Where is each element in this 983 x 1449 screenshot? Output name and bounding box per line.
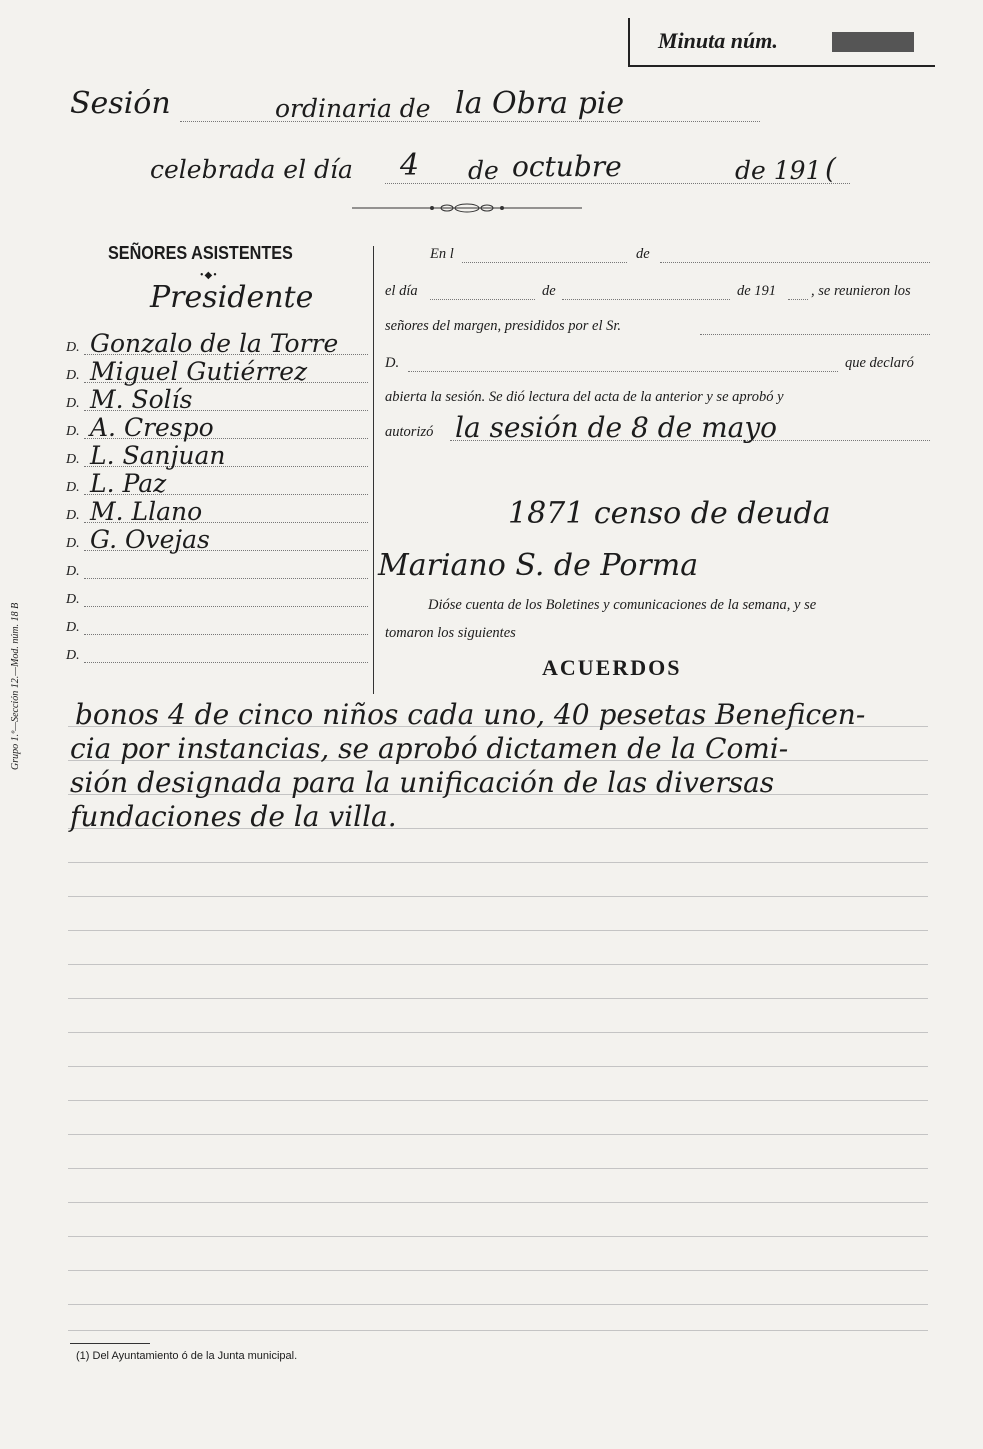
- minuta-number-redacted: [832, 32, 914, 52]
- reunieron-label: , se reunieron los: [811, 283, 911, 299]
- abierta-line: abierta la sesión. Se dió lectura del acta de la anterior y se aprobó y: [385, 389, 784, 405]
- presididos-line: señores del margen, presididos por el Sr.: [385, 318, 622, 334]
- ruled-line: [68, 1330, 928, 1331]
- ordinaria-handwritten: la Obra pie: [455, 86, 625, 121]
- attendee-name: A. Crespo: [90, 413, 214, 442]
- autorizo-label: autorizó: [385, 424, 434, 440]
- d-label: D.: [66, 564, 80, 579]
- diose-cuenta-line: Dióse cuenta de los Boletines y comunicaciones de la semana, y se: [428, 597, 817, 613]
- autorizo-handwritten: la sesión de 8 de mayo: [455, 411, 778, 444]
- row-dotline: [84, 662, 368, 663]
- ruled-line: [68, 862, 928, 863]
- ruled-line: [68, 964, 928, 965]
- el-dia-de-dotline: [562, 299, 730, 300]
- d-label: D.: [66, 592, 80, 607]
- ruled-line: [68, 1134, 928, 1135]
- month-handwritten: octubre: [512, 150, 622, 183]
- ordinaria-label: ordinaria de: [275, 94, 431, 123]
- d-label: D.: [66, 424, 80, 439]
- en-dotline: [462, 262, 627, 263]
- minuta-label: Minuta núm.: [658, 28, 778, 53]
- attendee-row: [66, 610, 368, 638]
- attendee-row: [66, 358, 368, 386]
- attendee-row: [66, 470, 368, 498]
- d-label: D.: [66, 452, 80, 467]
- year-label: de 191: [735, 156, 822, 185]
- d-label: D.: [66, 536, 80, 551]
- ornament-divider: [352, 202, 582, 214]
- d-label: D.: [66, 396, 80, 411]
- d-label: D.: [66, 620, 80, 635]
- d-label: D.: [66, 508, 80, 523]
- attendees-title: SEÑORES ASISTENTES: [108, 243, 293, 263]
- ruled-line: [68, 1066, 928, 1067]
- ruled-line: [68, 1270, 928, 1271]
- ruled-line: [68, 1100, 928, 1101]
- attendee-row: [66, 414, 368, 442]
- d-label: D.: [66, 480, 80, 495]
- row-dotline: [84, 606, 368, 607]
- row-dotline: [84, 634, 368, 635]
- ruled-line: [68, 1236, 928, 1237]
- attendee-row: [66, 498, 368, 526]
- d-label: D.: [66, 368, 80, 383]
- ruled-line: [68, 1202, 928, 1203]
- el-dia-de-label: de: [542, 283, 556, 299]
- handwritten-signature: Mariano S. de Porma: [378, 548, 699, 583]
- attendee-row: [66, 554, 368, 582]
- el-dia-label: el día: [385, 283, 418, 299]
- attendee-row: [66, 638, 368, 666]
- celebrada-label: celebrada el día: [150, 155, 353, 184]
- en-de-label: de: [636, 246, 650, 262]
- presidente-handwritten: Presidente: [150, 280, 314, 315]
- form-code-sidebar: Grupo 1.º—Sección 12.—Mod. núm. 18 B: [10, 602, 21, 770]
- tomaron-line: tomaron los siguientes: [385, 625, 516, 641]
- ruled-line: [68, 1168, 928, 1169]
- attendee-name: Miguel Gutiérrez: [90, 357, 308, 386]
- ruled-line: [68, 998, 928, 999]
- attendee-row: [66, 582, 368, 610]
- que-declaro-label: que declaró: [845, 355, 914, 371]
- attendee-row: [66, 330, 368, 358]
- year-handwritten: (: [825, 152, 836, 185]
- agreement-line: cia por instancias, se aprobó dictamen de la Comi-: [70, 732, 789, 765]
- row-dotline: [84, 578, 368, 579]
- footnote-rule: [70, 1343, 150, 1344]
- de-191-label: de 191: [737, 283, 777, 299]
- attendee-name: M. Solís: [90, 385, 193, 414]
- column-divider: [373, 246, 374, 694]
- footnote: (1) Del Ayuntamiento ó de la Junta municipal.: [76, 1350, 298, 1362]
- agreement-line: bonos 4 de cinco niños cada uno, 40 pesetas Beneficen-: [75, 698, 866, 731]
- ruled-line: [68, 1304, 928, 1305]
- de-label: de: [468, 156, 499, 185]
- day-handwritten: 4: [400, 148, 420, 183]
- attendee-row: [66, 442, 368, 470]
- handwritten-censo: 1871 censo de deuda: [508, 496, 831, 531]
- presididos-dotline: [700, 334, 930, 335]
- attendee-name: L. Paz: [90, 469, 167, 498]
- sesion-label: Sesión: [70, 86, 171, 121]
- agreement-line: sión designada para la unificación de las diversas: [70, 766, 775, 799]
- d-president-label: D.: [385, 355, 400, 371]
- en-label: En l: [430, 246, 454, 262]
- attendee-row: [66, 526, 368, 554]
- attendee-name: G. Ovejas: [90, 525, 210, 554]
- minuta-box: [628, 18, 935, 67]
- ruled-line: [68, 896, 928, 897]
- en-de-dotline: [660, 262, 930, 263]
- sesion-dotline: [180, 121, 760, 122]
- ruled-line: [68, 930, 928, 931]
- attendee-name: Gonzalo de la Torre: [90, 329, 339, 358]
- attendee-name: M. Llano: [90, 497, 203, 526]
- d-label: D.: [66, 648, 80, 663]
- attendee-row: [66, 386, 368, 414]
- ruled-line: [68, 1032, 928, 1033]
- attendees-ornament: •◆•: [200, 270, 218, 281]
- agreement-line: fundaciones de la villa.: [70, 800, 397, 833]
- d-president-dotline: [408, 371, 838, 372]
- el-dia-dotline: [430, 299, 535, 300]
- de-191-dotline: [788, 299, 808, 300]
- attendee-name: L. Sanjuan: [90, 441, 226, 470]
- acuerdos-heading: ACUERDOS: [542, 655, 682, 680]
- d-label: D.: [66, 340, 80, 355]
